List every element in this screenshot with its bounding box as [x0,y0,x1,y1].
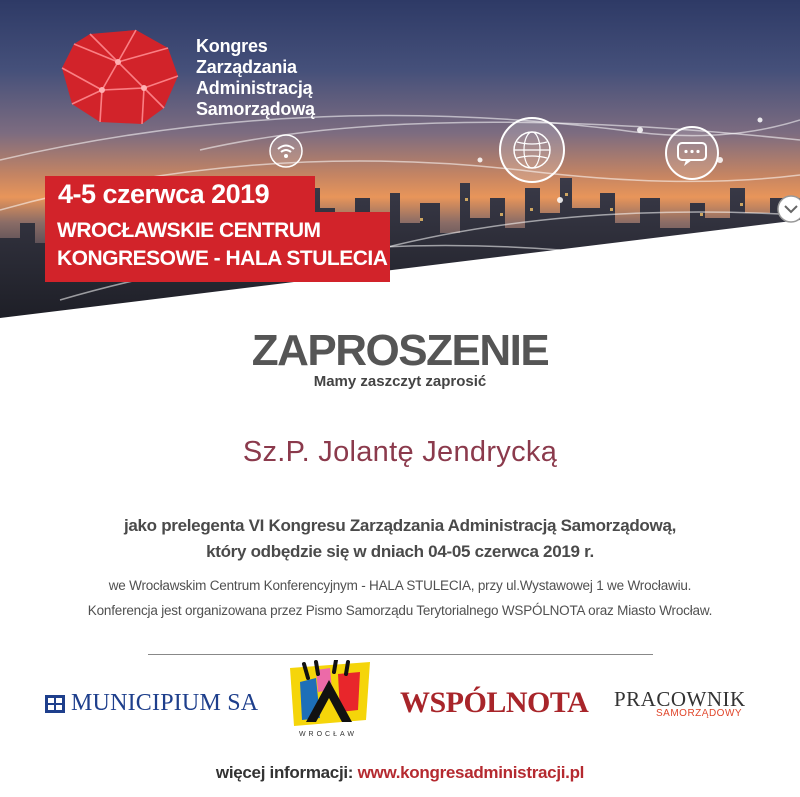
event-venue-line2: KONGRESOWE - HALA STULECIA [57,247,388,270]
website-link[interactable]: www.kongresadministracji.pl [357,763,585,782]
event-venue-line1: WROCŁAWSKIE CENTRUM [57,219,321,242]
congress-logo-icon [60,28,180,128]
logo-line: Administracją [196,78,313,98]
chevron-icon [776,194,800,224]
more-info [0,763,800,783]
wspolnota-logo: WSPÓLNOTA [400,686,589,719]
wroclaw-caption: WROCŁAW [298,731,358,738]
municipium-name: MUNICIPIUM SA [71,690,259,716]
pracownik-subtitle: SAMORZĄDOWY [656,708,743,719]
pracownik-logo: PRACOWNIK [614,687,746,711]
header-banner [0,0,800,318]
invitation-venue-line: we Wrocławskim Centrum Konferencyjnym - HALA STULECIA, przy ul.Wystawowej 1 we Wrocławiu. [108,578,692,593]
chat-bubble-icon [664,125,720,181]
recipient-name: Sz.P. Jolantę Jendrycką [242,436,558,468]
more-info-label: więcej informacji: [215,763,354,782]
congress-logo-text [196,36,315,120]
divider [148,654,653,655]
logo-line: Kongres [196,36,268,56]
invitation-organizer-line: Konferencja jest organizowana przez Pismo Samorządu Terytorialnego WSPÓLNOTA oraz Miasto Wrocław. [87,603,713,618]
municipium-emblem-icon [45,695,65,713]
globe-icon [497,115,567,185]
wroclaw-logo [286,660,372,730]
logo-line: Zarządzania [196,57,297,77]
invitation-subtitle: Mamy zaszczyt zaprosić [313,373,487,390]
event-date: 4-5 czerwca 2019 [58,179,270,209]
wifi-icon [268,133,304,169]
logo-line: Samorządową [196,99,315,119]
invitation-role-line: jako prelegenta VI Kongresu Zarządzania Administracją Samorządową, [123,516,677,535]
invitation-title: ZAPROSZENIE [251,326,549,375]
municipium-logo [45,690,258,717]
invitation-date-line: który odbędzie się w dniach 04-05 czerwca 2019 r. [206,542,594,561]
